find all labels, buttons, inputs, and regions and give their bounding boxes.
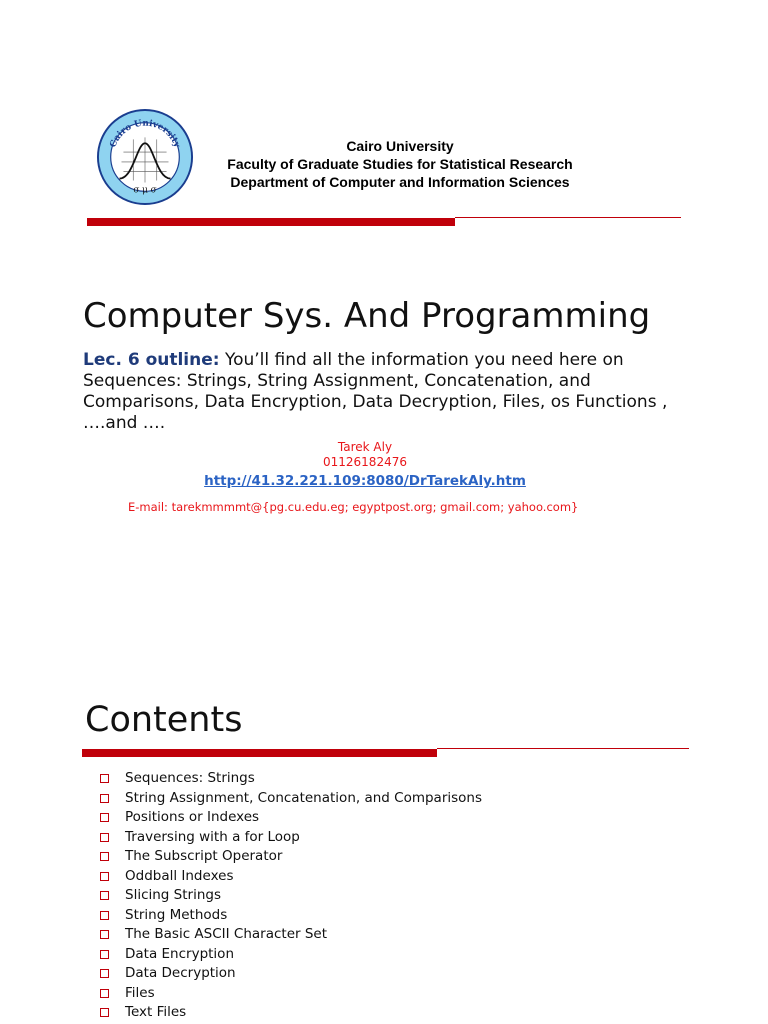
square-bullet-icon — [100, 1008, 109, 1017]
author-homepage-link[interactable]: http://41.32.221.109:8080/DrTarekAly.htm — [204, 473, 526, 489]
author-phone: 01126182476 — [323, 455, 407, 469]
contents-title: Contents — [85, 700, 243, 740]
svg-text:Cairo University: Cairo University — [108, 118, 182, 150]
list-item-label: Traversing with a for Loop — [125, 828, 300, 845]
list-item — [100, 984, 482, 1004]
square-bullet-icon — [100, 833, 109, 842]
square-bullet-icon — [100, 813, 109, 822]
lecture-outline — [83, 350, 693, 434]
list-item-label: Positions or Indexes — [125, 809, 260, 825]
square-bullet-icon — [100, 930, 109, 939]
list-item-label: Files — [125, 984, 155, 1001]
list-item-label: String Assignment, Concatenation, and Comparisons — [125, 789, 483, 806]
list-item — [100, 847, 482, 867]
university-name: Cairo University — [346, 138, 454, 154]
faculty-name: Faculty of Graduate Studies for Statistical Research — [227, 156, 573, 172]
square-bullet-icon — [100, 774, 109, 783]
slide-title: Computer Sys. And Programming — [83, 296, 651, 336]
cairo-university-logo — [96, 108, 194, 206]
outline-lead: Lec. 6 outline: — [83, 350, 220, 370]
list-item-label: Data Encryption — [125, 945, 235, 962]
list-item — [100, 945, 482, 965]
contents-list — [100, 769, 482, 1023]
header-divider-thick — [87, 218, 455, 226]
outline-text: You’ll find all the information you need here on Sequences: Strings, String Assignment, Concatenation, and Comparisons, Data Encryption, Data Decryption, Files, os Functions , ….and …. — [83, 350, 668, 433]
list-item — [100, 789, 482, 809]
author-email: E-mail: tarekmmmmt@{pg.cu.edu.eg; egyptpost.org; gmail.com; yahoo.com} — [128, 500, 579, 514]
header-divider-thin — [455, 217, 681, 218]
square-bullet-icon — [100, 872, 109, 881]
square-bullet-icon — [100, 911, 109, 920]
list-item — [100, 964, 482, 984]
contents-divider-thick — [82, 749, 437, 757]
list-item — [100, 808, 482, 828]
svg-text:σ μ σ: σ μ σ — [133, 185, 157, 196]
author-name: Tarek Aly — [337, 440, 393, 454]
list-item — [100, 828, 482, 848]
list-item-label: Data Decryption — [125, 965, 236, 981]
square-bullet-icon — [100, 989, 109, 998]
list-item — [100, 1003, 482, 1023]
list-item — [100, 867, 482, 887]
square-bullet-icon — [100, 950, 109, 959]
department-name: Department of Computer and Information Sciences — [230, 174, 570, 190]
square-bullet-icon — [100, 852, 109, 861]
list-item-label: The Subscript Operator — [125, 848, 283, 864]
list-item — [100, 886, 482, 906]
list-item-label: Oddball Indexes — [125, 867, 234, 884]
list-item-label: Sequences: Strings — [125, 770, 255, 786]
list-item-label: String Methods — [125, 906, 228, 923]
list-item — [100, 925, 482, 945]
square-bullet-icon — [100, 969, 109, 978]
square-bullet-icon — [100, 891, 109, 900]
list-item-label: Slicing Strings — [125, 887, 221, 903]
list-item — [100, 769, 482, 789]
list-item-label: Text Files — [125, 1004, 187, 1020]
list-item-label: The Basic ASCII Character Set — [125, 926, 328, 942]
list-item — [100, 906, 482, 926]
contents-divider-thin — [437, 748, 689, 749]
square-bullet-icon — [100, 794, 109, 803]
